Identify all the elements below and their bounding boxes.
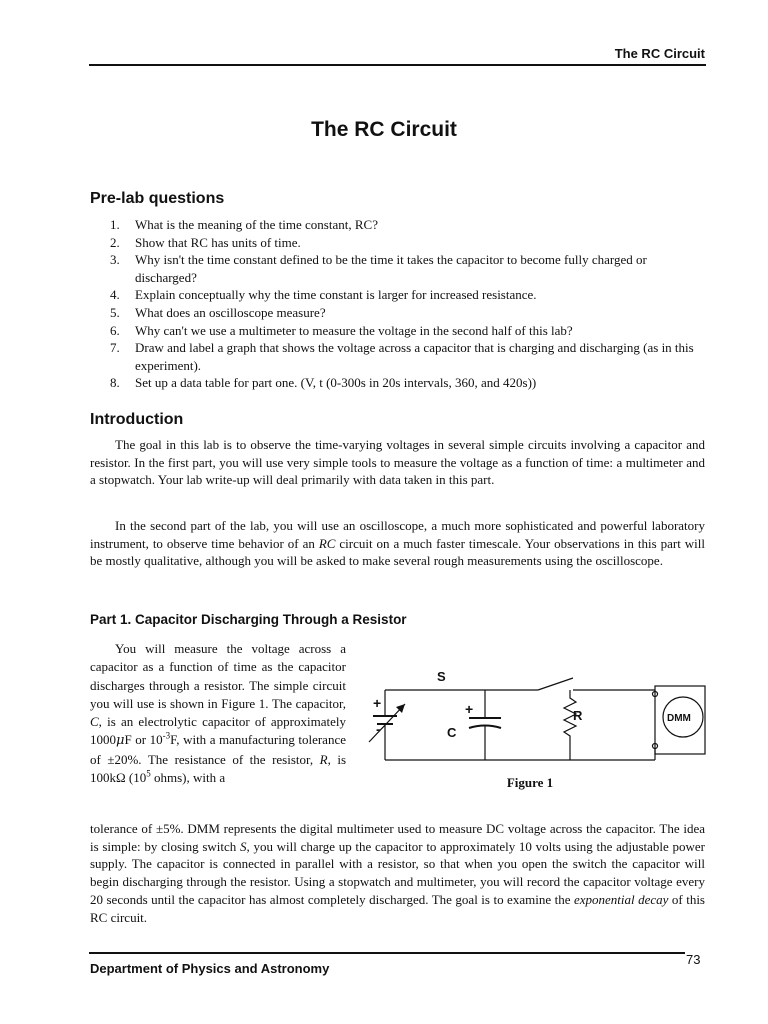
resistor-zigzag: [564, 690, 576, 760]
prelab-question: [110, 286, 710, 304]
prelab-question: [110, 304, 710, 322]
switch-label: S: [437, 669, 446, 684]
prelab-heading: Pre-lab questions: [90, 190, 225, 207]
footer-department: Department of Physics and Astronomy: [90, 961, 330, 976]
question-number: 7.: [110, 340, 120, 356]
question-text: Set up a data table for part one. (V, t (0-300s in 20s intervals, 360, and 420s)): [135, 375, 537, 391]
prelab-question: [110, 251, 710, 286]
question-text: Draw and label a graph that shows the voltage across a capacitor that is charging and discharging (as in this experiment).: [135, 340, 694, 373]
part1-paragraph-wrapped: You will measure the voltage across a capacitor as a function of time as the capacitor discharges through a resistor. The simple circuit you will use is shown in Figure 1. The capacitor, C, is an electrolytic capacitor of approximately 1000μF or $10^{-3}F$, with a manufacturing tolerance of ±20%. The resistance of the resistor, R, is 100kΩ ($10^5$ ohms), with a: [90, 641, 347, 786]
page-number: 73: [686, 952, 701, 967]
supply-minus-label: -: [376, 721, 381, 737]
prelab-question-list: [110, 216, 710, 392]
introduction-heading: Introduction: [90, 411, 184, 428]
capacitor-plus-label: +: [465, 701, 474, 717]
question-number: 4.: [110, 287, 120, 303]
footer-rule: [89, 952, 685, 954]
prelab-question: [110, 339, 710, 374]
question-text: Why can't we use a multimeter to measure the voltage in the second half of this lab?: [135, 322, 573, 338]
supply-plus-label: +: [373, 695, 382, 711]
resistor-label: R: [573, 708, 583, 723]
question-text: Show that RC has units of time.: [135, 234, 301, 250]
prelab-question: [110, 216, 710, 234]
document-title: The RC Circuit: [311, 118, 457, 141]
exponential-decay-emphasis: exponential decay: [573, 891, 669, 907]
part1-heading: Part 1. Capacitor Discharging Through a Resistor: [90, 612, 407, 627]
prelab-question: [110, 234, 710, 252]
question-number: 8.: [110, 375, 120, 391]
question-number: 1.: [110, 217, 120, 232]
rc-circuit-diagram: [355, 650, 715, 770]
prelab-question: [110, 374, 710, 392]
dmm-label: DMM: [667, 713, 691, 724]
question-number: 5.: [110, 304, 120, 320]
introduction-paragraph-1: The goal in this lab is to observe the time-varying voltages in several simple circuits involving a capacitor and resistor. In the first part, you will use very simple tools to measure the voltage as a function of time: a multimeter and a stopwatch. Your lab write-up will deal primarily with data taken in this part.: [90, 437, 705, 488]
switch-blade: [538, 678, 573, 690]
header-rule: [89, 64, 706, 66]
figure-caption: Figure 1: [506, 775, 554, 790]
question-text: Explain conceptually why the time constant is larger for increased resistance.: [135, 287, 537, 303]
question-text: What does an oscilloscope measure?: [135, 304, 326, 320]
question-number: 3.: [110, 252, 120, 268]
question-number: 2.: [110, 234, 120, 250]
running-header: The RC Circuit: [614, 46, 705, 61]
question-text: Why isn't the time constant defined to be the time it takes the capacitor to become fully charged or discharged?: [135, 252, 647, 285]
part1-paragraph-continued: tolerance of ±5%. DMM represents the digital multimeter used to measure DC voltage across the capacitor. The idea is simple: by closing switch S, you will charge up the capacitor to approximately 10 volts using the adjustable power supply. The capacitor is connected in parallel with a resistor, so that when you open the switch the capacitor will begin discharging through the resistor. Using a stopwatch and multimeter, you will record the capacitor voltage every 20 seconds until the capacitor has almost completely discharged. The goal is to examine the exponential decay of this RC circuit.: [90, 821, 705, 925]
prelab-question: [110, 322, 710, 340]
question-number: 6.: [110, 322, 120, 338]
question-text: What is the meaning of the time constant, RC?: [135, 217, 378, 232]
rc-emphasis: RC: [318, 535, 336, 551]
capacitor-label: C: [447, 725, 457, 740]
introduction-paragraph-2: In the second part of the lab, you will use an oscilloscope, a much more sophisticated and powerful laboratory instrument, to observe time behavior of an RC circuit on a much faster timescale. Your observations in this part will be mostly qualitative, although you will be asked to make several rough measurements using the oscilloscope.: [90, 518, 705, 569]
